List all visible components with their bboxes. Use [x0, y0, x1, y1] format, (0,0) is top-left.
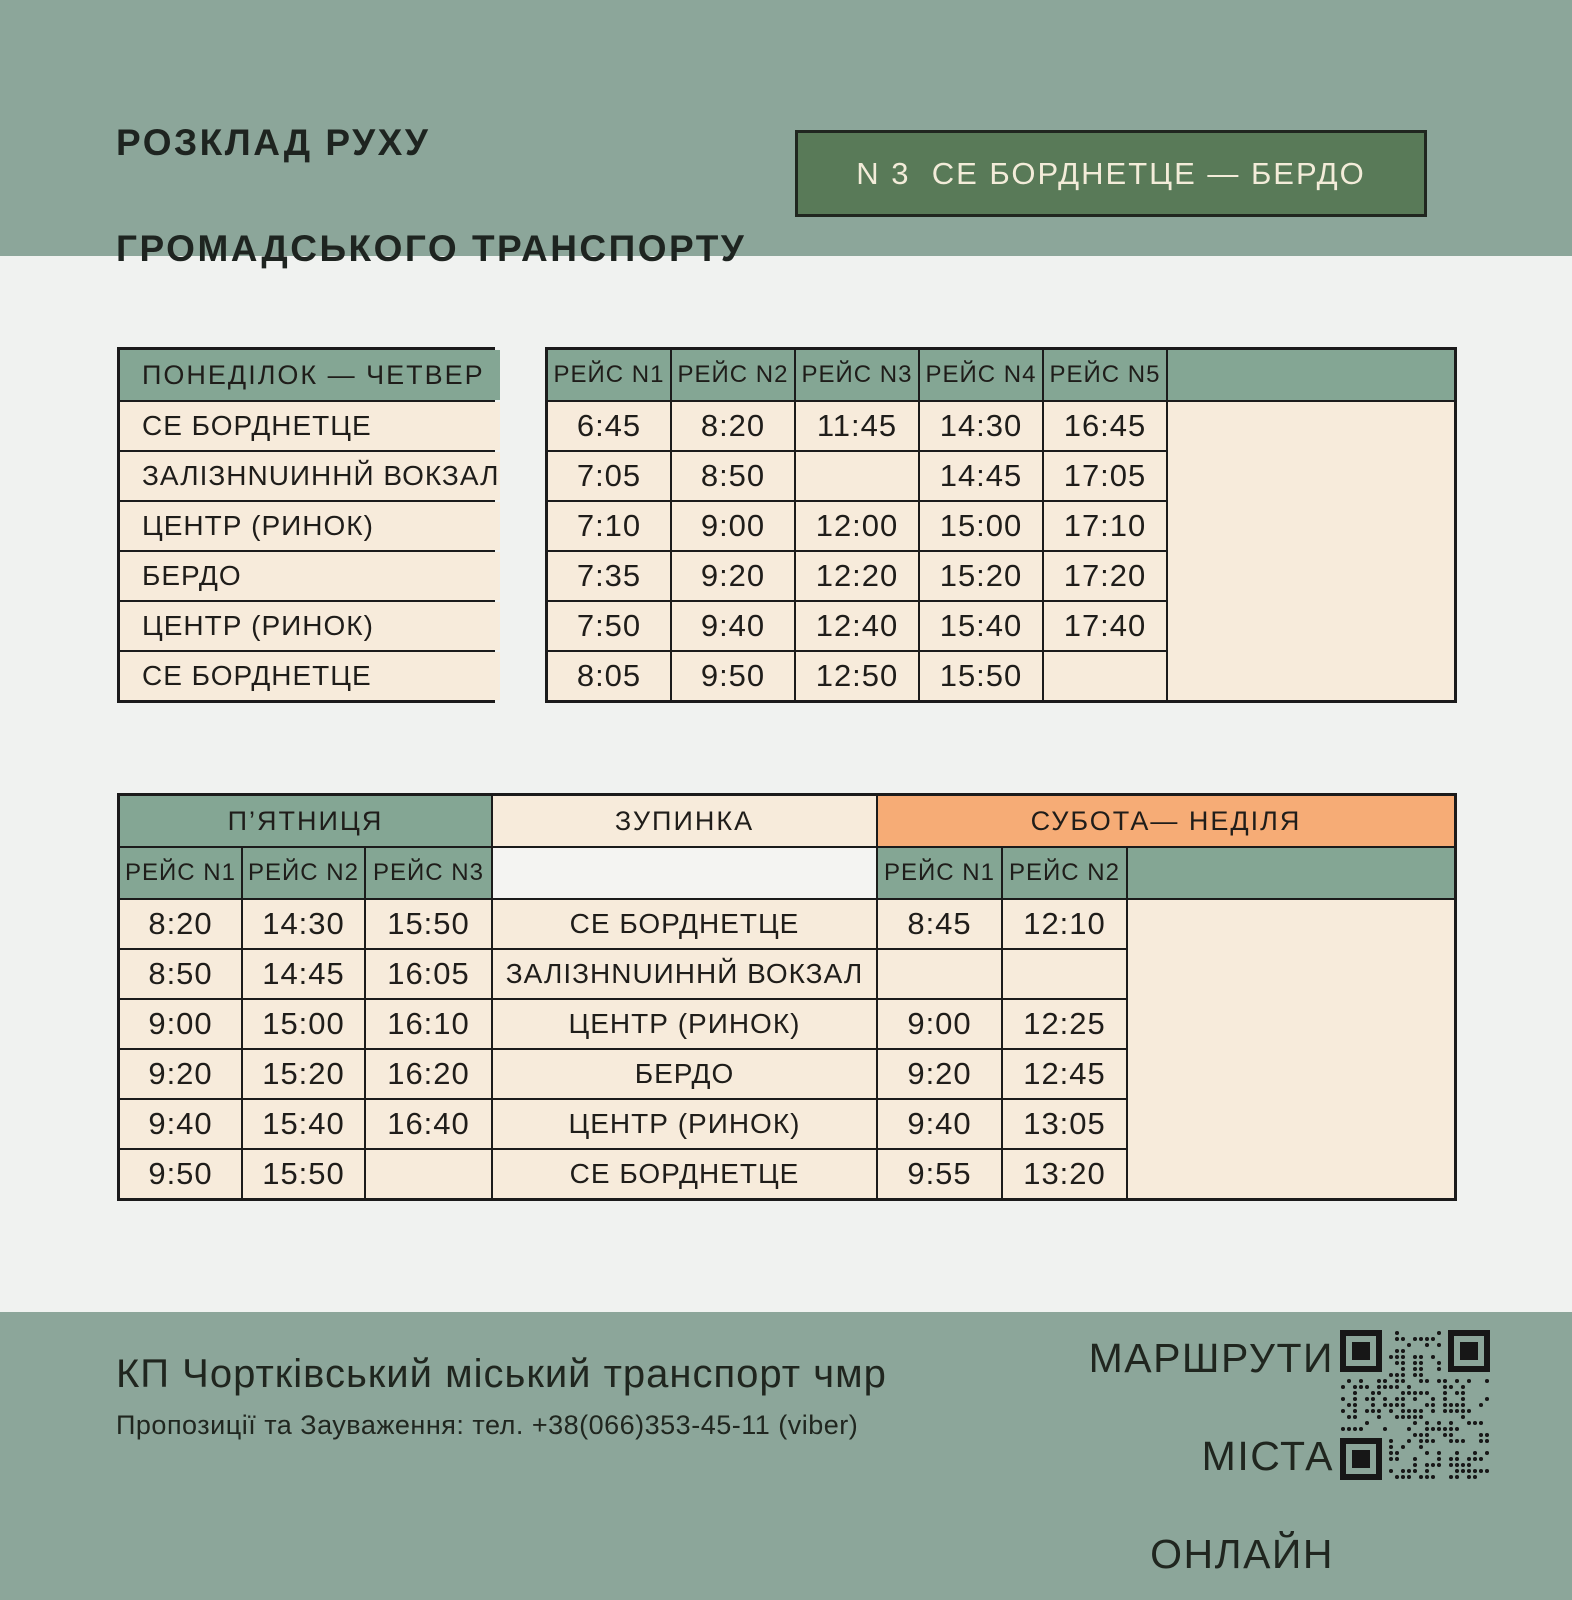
time-cell — [1044, 652, 1166, 700]
time-cell: 17:05 — [1044, 452, 1166, 500]
friday-header: П’ЯТНИЦЯ — [120, 796, 491, 846]
time-cell: 15:50 — [366, 900, 491, 948]
header-spacer — [493, 848, 876, 898]
stop-name: ЦЕНТР (РИНОК) — [493, 1000, 876, 1048]
time-cell: 9:50 — [672, 652, 794, 700]
stop-name: БЕРДО — [120, 552, 500, 600]
time-cell: 9:40 — [672, 602, 794, 650]
time-cell — [1003, 950, 1126, 998]
time-cell: 12:50 — [796, 652, 918, 700]
stop-name: СЕ БОРДНЕТЦЕ — [120, 402, 500, 450]
stop-name: БЕРДО — [493, 1050, 876, 1098]
stop-column-header: ЗУПИНКА — [493, 796, 876, 846]
trip-header: РЕЙС N2 — [672, 350, 794, 400]
page-title-line1: РОЗКЛАД РУХУ — [116, 122, 431, 163]
stop-name: СЕ БОРДНЕТЦЕ — [493, 900, 876, 948]
time-cell: 9:00 — [878, 1000, 1001, 1048]
stop-name: ЦЕНТР (РИНОК) — [120, 502, 500, 550]
header-filler — [1168, 350, 1454, 400]
time-cell: 9:20 — [878, 1050, 1001, 1098]
route-badge-label: N 3 СЕ БОРДНЕТЦЕ — БЕРДО — [856, 155, 1366, 191]
company-name: КП Чортківський міський транспорт чмр — [116, 1352, 887, 1396]
stop-name: ЗАЛІЗНNUИННЙ ВОКЗАЛ — [120, 452, 500, 500]
time-cell: 7:05 — [548, 452, 670, 500]
time-cell: 13:05 — [1003, 1100, 1126, 1148]
time-cell: 15:00 — [243, 1000, 364, 1048]
time-cell: 15:50 — [920, 652, 1042, 700]
trip-header: РЕЙС N3 — [366, 848, 491, 898]
time-cell: 16:10 — [366, 1000, 491, 1048]
time-cell: 7:50 — [548, 602, 670, 650]
time-cell: 7:10 — [548, 502, 670, 550]
time-cell: 9:20 — [120, 1050, 241, 1098]
time-cell: 15:00 — [920, 502, 1042, 550]
time-cell: 8:05 — [548, 652, 670, 700]
time-cell: 16:40 — [366, 1100, 491, 1148]
time-cell: 16:45 — [1044, 402, 1166, 450]
time-cell: 15:40 — [243, 1100, 364, 1148]
time-cell: 8:20 — [672, 402, 794, 450]
time-cell: 15:20 — [920, 552, 1042, 600]
trip-header: РЕЙС N3 — [796, 350, 918, 400]
times-filler — [1128, 900, 1454, 1198]
time-cell: 6:45 — [548, 402, 670, 450]
time-cell: 17:20 — [1044, 552, 1166, 600]
brand-line2: МІСТА — [1201, 1433, 1334, 1479]
time-cell: 17:10 — [1044, 502, 1166, 550]
time-cell — [878, 950, 1001, 998]
time-cell: 9:00 — [672, 502, 794, 550]
stop-name: СЕ БОРДНЕТЦЕ — [493, 1150, 876, 1198]
time-cell: 8:45 — [878, 900, 1001, 948]
time-cell: 12:45 — [1003, 1050, 1126, 1098]
time-cell: 9:50 — [120, 1150, 241, 1198]
trip-header: РЕЙС N2 — [243, 848, 364, 898]
time-cell: 9:55 — [878, 1150, 1001, 1198]
brand-line3: ОНЛАЙН — [1150, 1531, 1334, 1577]
stop-name: СЕ БОРДНЕТЦЕ — [120, 652, 500, 700]
weekend-table — [117, 793, 1457, 1201]
trip-header: РЕЙС N4 — [920, 350, 1042, 400]
qr-code-icon — [1340, 1330, 1490, 1480]
time-cell: 14:45 — [243, 950, 364, 998]
trip-header: РЕЙС N1 — [878, 848, 1001, 898]
route-badge — [795, 130, 1427, 217]
time-cell: 9:40 — [878, 1100, 1001, 1148]
time-cell — [796, 452, 918, 500]
time-cell: 8:50 — [120, 950, 241, 998]
stop-name: ЦЕНТР (РИНОК) — [493, 1100, 876, 1148]
time-cell: 12:20 — [796, 552, 918, 600]
time-cell: 9:20 — [672, 552, 794, 600]
time-cell: 17:40 — [1044, 602, 1166, 650]
time-cell: 14:30 — [920, 402, 1042, 450]
weekend-header: СУБОТА— НЕДІЛЯ — [878, 796, 1454, 846]
time-cell: 14:30 — [243, 900, 364, 948]
time-cell: 9:40 — [120, 1100, 241, 1148]
trip-header: РЕЙС N1 — [548, 350, 670, 400]
time-cell: 12:40 — [796, 602, 918, 650]
time-cell: 12:10 — [1003, 900, 1126, 948]
brand-line1: МАРШРУТИ — [1088, 1335, 1334, 1381]
weekday-stops-column — [117, 347, 500, 703]
weekday-times-table — [545, 347, 1457, 703]
trip-header: РЕЙС N1 — [120, 848, 241, 898]
times-filler — [1168, 402, 1454, 700]
time-cell: 12:00 — [796, 502, 918, 550]
contact-phone: Пропозиції та Зауваження: тел. +38(066)353-45-11 (viber) — [116, 1410, 859, 1440]
page-title-line2: ГРОМАДСЬКОГО ТРАНСПОРТУ — [116, 228, 747, 269]
time-cell: 14:45 — [920, 452, 1042, 500]
time-cell: 11:45 — [796, 402, 918, 450]
trip-header: РЕЙС N5 — [1044, 350, 1166, 400]
time-cell — [366, 1150, 491, 1198]
time-cell: 15:40 — [920, 602, 1042, 650]
time-cell: 9:00 — [120, 1000, 241, 1048]
time-cell: 15:50 — [243, 1150, 364, 1198]
header-filler — [1128, 848, 1454, 898]
time-cell: 8:20 — [120, 900, 241, 948]
page-title — [116, 116, 746, 275]
trip-header: РЕЙС N2 — [1003, 848, 1126, 898]
time-cell: 7:35 — [548, 552, 670, 600]
time-cell: 8:50 — [672, 452, 794, 500]
time-cell: 13:20 — [1003, 1150, 1126, 1198]
stop-name: ЗАЛІЗНNUИННЙ ВОКЗАЛ — [493, 950, 876, 998]
weekday-day-header: ПОНЕДІЛОК — ЧЕТВЕР — [120, 350, 500, 400]
time-cell: 16:20 — [366, 1050, 491, 1098]
time-cell: 16:05 — [366, 950, 491, 998]
time-cell: 12:25 — [1003, 1000, 1126, 1048]
time-cell: 15:20 — [243, 1050, 364, 1098]
stop-name: ЦЕНТР (РИНОК) — [120, 602, 500, 650]
brand-text — [1089, 1334, 1334, 1579]
